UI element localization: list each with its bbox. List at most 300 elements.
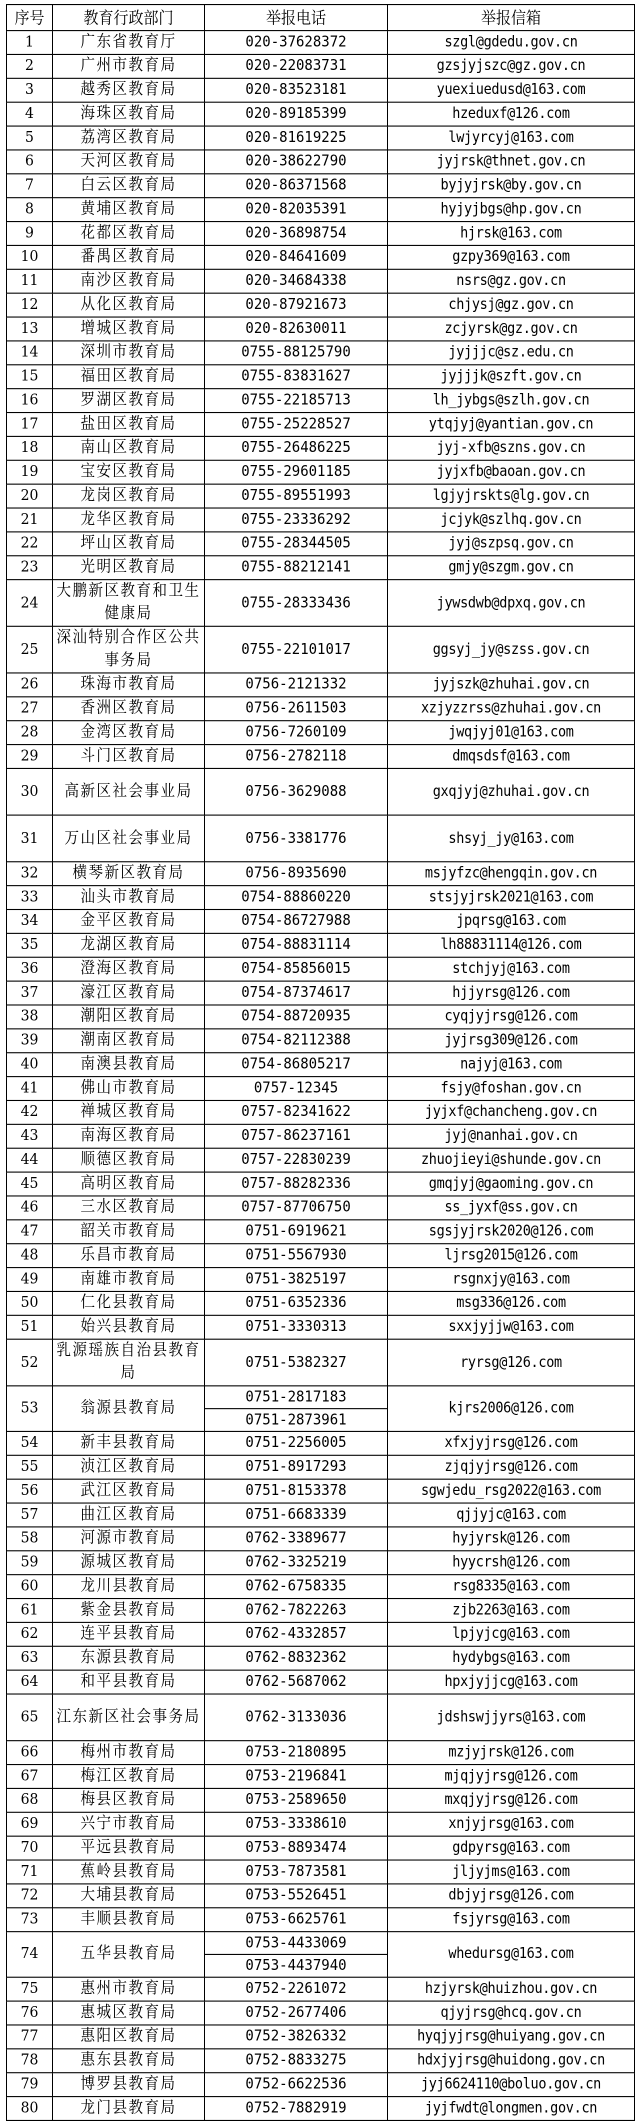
report-phone-cell: 0762-3325219 [205, 1551, 388, 1575]
serial-number-cell: 70 [7, 1836, 53, 1860]
table-row [7, 1884, 635, 1908]
report-phone-cell: 0762-3133036 [205, 1694, 388, 1741]
department-cell: 黄埔区教育局 [53, 198, 205, 222]
serial-number-cell: 28 [7, 721, 53, 745]
serial-number-cell: 46 [7, 1196, 53, 1220]
serial-number-cell: 11 [7, 269, 53, 293]
report-phone-cell: 0762-8832362 [205, 1646, 388, 1670]
department-cell: 仁化县教育局 [53, 1291, 205, 1315]
department-cell: 南山区教育局 [53, 436, 205, 460]
table-row [7, 673, 635, 697]
report-email-cell: hpxjyjjcg@163.com [388, 1670, 635, 1694]
department-cell: 万山区社会事业局 [53, 815, 205, 862]
department-cell: 乐昌市教育局 [53, 1244, 205, 1268]
report-phone-cell: 0754-86727988 [205, 910, 388, 934]
table-row [7, 1339, 635, 1386]
report-phone-cell: 0753-2180895 [205, 1741, 388, 1765]
department-cell: 佛山市教育局 [53, 1077, 205, 1101]
phone-number: 0753-4433069 [245, 1934, 347, 1952]
serial-number-cell: 74 [7, 1932, 53, 1978]
serial-number-cell: 71 [7, 1860, 53, 1884]
table-row [7, 1812, 635, 1836]
table-row [7, 1670, 635, 1694]
serial-number-cell: 33 [7, 886, 53, 910]
report-email-cell: lwjyrcyj@163.com [388, 126, 635, 150]
serial-number-cell: 49 [7, 1268, 53, 1292]
table-row [7, 484, 635, 508]
department-cell: 三水区教育局 [53, 1196, 205, 1220]
report-phone-cell [205, 1932, 388, 1978]
serial-number-cell: 35 [7, 933, 53, 957]
serial-number-cell: 8 [7, 198, 53, 222]
report-phone-cell: 0753-6625761 [205, 1908, 388, 1932]
table-row [7, 556, 635, 580]
department-cell: 江东新区社会事务局 [53, 1694, 205, 1741]
report-phone-cell: 0762-6758335 [205, 1575, 388, 1599]
department-cell: 濠江区教育局 [53, 981, 205, 1005]
serial-number-cell: 72 [7, 1884, 53, 1908]
report-contacts-table [6, 4, 635, 2121]
department-cell: 蕉岭县教育局 [53, 1860, 205, 1884]
report-email-cell: lpjyjcg@163.com [388, 1622, 635, 1646]
table-row [7, 1291, 635, 1315]
report-phone-cell: 0752-8833275 [205, 2049, 388, 2073]
serial-number-cell: 45 [7, 1172, 53, 1196]
table-row [7, 269, 635, 293]
serial-number-cell: 32 [7, 862, 53, 886]
report-phone-cell: 020-37628372 [205, 31, 388, 55]
table-row [7, 745, 635, 769]
report-email-cell: ljrsg2015@126.com [388, 1244, 635, 1268]
report-email-cell: jljyjms@163.com [388, 1860, 635, 1884]
department-cell: 韶关市教育局 [53, 1220, 205, 1244]
serial-number-cell: 17 [7, 413, 53, 437]
report-phone-cell: 020-82035391 [205, 198, 388, 222]
department-cell: 天河区教育局 [53, 150, 205, 174]
report-email-cell: hzeduxf@126.com [388, 102, 635, 126]
header-serial-number: 序号 [7, 5, 53, 31]
report-phone-cell: 0762-5687062 [205, 1670, 388, 1694]
department-cell: 珠海市教育局 [53, 673, 205, 697]
table-row [7, 1220, 635, 1244]
serial-number-cell: 76 [7, 2001, 53, 2025]
department-cell: 海珠区教育局 [53, 102, 205, 126]
serial-number-cell: 34 [7, 910, 53, 934]
report-email-cell: gxqjyj@zhuhai.gov.cn [388, 768, 635, 815]
serial-number-cell: 61 [7, 1599, 53, 1623]
serial-number-cell: 48 [7, 1244, 53, 1268]
department-cell: 浈江区教育局 [53, 1455, 205, 1479]
report-phone-cell: 020-38622790 [205, 150, 388, 174]
report-phone-cell: 0752-3826332 [205, 2025, 388, 2049]
table-row [7, 174, 635, 198]
department-cell: 兴宁市教育局 [53, 1812, 205, 1836]
serial-number-cell: 36 [7, 957, 53, 981]
report-phone-cell: 0755-28344505 [205, 532, 388, 556]
report-email-cell: jwqjyj01@163.com [388, 721, 635, 745]
report-email-cell: hyjyjbgs@hp.gov.cn [388, 198, 635, 222]
report-email-cell: cyqjyjrsg@126.com [388, 1005, 635, 1029]
department-cell: 乳源瑶族自治县教育局 [53, 1339, 205, 1386]
table-row [7, 222, 635, 246]
serial-number-cell: 42 [7, 1100, 53, 1124]
report-email-cell: sgwjedu_rsg2022@163.com [388, 1479, 635, 1503]
report-email-cell: qjjyjc@163.com [388, 1503, 635, 1527]
serial-number-cell: 39 [7, 1029, 53, 1053]
department-cell: 顺德区教育局 [53, 1148, 205, 1172]
report-phone-cell: 0755-23336292 [205, 508, 388, 532]
report-email-cell: jyjszk@zhuhai.gov.cn [388, 673, 635, 697]
report-email-cell: zhuojieyi@shunde.gov.cn [388, 1148, 635, 1172]
serial-number-cell: 63 [7, 1646, 53, 1670]
table-row [7, 1503, 635, 1527]
report-email-cell: szgl@gdedu.gov.cn [388, 31, 635, 55]
report-phone-cell: 0755-26486225 [205, 436, 388, 460]
table-row [7, 862, 635, 886]
table-row [7, 981, 635, 1005]
serial-number-cell: 7 [7, 174, 53, 198]
report-email-cell: jyjfwdt@longmen.gov.cn [388, 2097, 635, 2121]
report-email-cell: fsjy@foshan.gov.cn [388, 1077, 635, 1101]
table-row [7, 2001, 635, 2025]
table-row [7, 1527, 635, 1551]
department-cell: 汕头市教育局 [53, 886, 205, 910]
serial-number-cell: 73 [7, 1908, 53, 1932]
report-email-cell: stchjyj@163.com [388, 957, 635, 981]
report-email-cell: ytqjyj@yantian.gov.cn [388, 413, 635, 437]
department-cell: 增城区教育局 [53, 317, 205, 341]
report-email-cell: hzjyrsk@huizhou.gov.cn [388, 1977, 635, 2001]
report-phone-cell: 0756-3629088 [205, 768, 388, 815]
serial-number-cell: 16 [7, 389, 53, 413]
report-phone-cell: 0753-8893474 [205, 1836, 388, 1860]
report-phone-cell: 020-86371568 [205, 174, 388, 198]
report-phone-cell: 0754-82112388 [205, 1029, 388, 1053]
department-cell: 福田区教育局 [53, 365, 205, 389]
report-phone-cell: 0756-7260109 [205, 721, 388, 745]
serial-number-cell: 58 [7, 1527, 53, 1551]
department-cell: 高明区教育局 [53, 1172, 205, 1196]
serial-number-cell: 29 [7, 745, 53, 769]
report-phone-cell: 020-36898754 [205, 222, 388, 246]
table-row [7, 126, 635, 150]
serial-number-cell: 10 [7, 245, 53, 269]
report-email-cell: mxqjyjrsg@126.com [388, 1788, 635, 1812]
table-row [7, 389, 635, 413]
report-phone-cell: 020-22083731 [205, 54, 388, 78]
table-row [7, 245, 635, 269]
department-cell: 澄海区教育局 [53, 957, 205, 981]
serial-number-cell: 23 [7, 556, 53, 580]
department-cell: 南澳县教育局 [53, 1053, 205, 1077]
report-email-cell: hdxjyjrsg@huidong.gov.cn [388, 2049, 635, 2073]
serial-number-cell: 80 [7, 2097, 53, 2121]
report-phone-cell: 0757-86237161 [205, 1124, 388, 1148]
department-cell: 梅州市教育局 [53, 1741, 205, 1765]
report-phone-cell: 0752-2261072 [205, 1977, 388, 2001]
serial-number-cell: 12 [7, 293, 53, 317]
serial-number-cell: 14 [7, 341, 53, 365]
report-phone-cell: 0755-89551993 [205, 484, 388, 508]
report-email-cell: ggsyj_jy@szss.gov.cn [388, 626, 635, 673]
department-cell: 深圳市教育局 [53, 341, 205, 365]
report-phone-cell: 0754-88720935 [205, 1005, 388, 1029]
department-cell: 龙川县教育局 [53, 1575, 205, 1599]
report-phone-cell: 0755-28333436 [205, 580, 388, 627]
serial-number-cell: 78 [7, 2049, 53, 2073]
serial-number-cell: 5 [7, 126, 53, 150]
report-phone-cell: 0755-88125790 [205, 341, 388, 365]
department-cell: 荔湾区教育局 [53, 126, 205, 150]
report-phone-cell [205, 1386, 388, 1432]
serial-number-cell: 25 [7, 626, 53, 673]
department-cell: 横琴新区教育局 [53, 862, 205, 886]
report-phone-cell: 020-34684338 [205, 269, 388, 293]
report-phone-cell: 0756-3381776 [205, 815, 388, 862]
table-row [7, 2097, 635, 2121]
report-email-cell: hjjyrsg@126.com [388, 981, 635, 1005]
report-phone-cell: 0756-2782118 [205, 745, 388, 769]
report-email-cell: msg336@126.com [388, 1291, 635, 1315]
table-row [7, 933, 635, 957]
table-row [7, 317, 635, 341]
serial-number-cell: 64 [7, 1670, 53, 1694]
department-cell: 深汕特别合作区公共事务局 [53, 626, 205, 673]
department-cell: 武江区教育局 [53, 1479, 205, 1503]
department-cell: 平远县教育局 [53, 1836, 205, 1860]
report-email-cell: jyjjjc@sz.edu.cn [388, 341, 635, 365]
report-email-cell: xzjyzzrss@zhuhai.gov.cn [388, 697, 635, 721]
department-cell: 高新区社会事业局 [53, 768, 205, 815]
serial-number-cell: 79 [7, 2073, 53, 2097]
department-cell: 番禺区教育局 [53, 245, 205, 269]
table-row [7, 1100, 635, 1124]
department-cell: 禅城区教育局 [53, 1100, 205, 1124]
report-phone-cell: 0753-7873581 [205, 1860, 388, 1884]
table-row [7, 1908, 635, 1932]
serial-number-cell: 44 [7, 1148, 53, 1172]
department-cell: 博罗县教育局 [53, 2073, 205, 2097]
serial-number-cell: 66 [7, 1741, 53, 1765]
table-row [7, 1148, 635, 1172]
report-email-cell: rsg8335@163.com [388, 1575, 635, 1599]
department-cell: 大鹏新区教育和卫生健康局 [53, 580, 205, 627]
report-email-cell: kjrs2006@126.com [388, 1386, 635, 1432]
report-phone-cell: 0755-25228527 [205, 413, 388, 437]
report-phone-cell: 0751-5567930 [205, 1244, 388, 1268]
table-row [7, 1386, 635, 1432]
table-body [7, 31, 635, 2121]
report-phone-cell: 020-81619225 [205, 126, 388, 150]
table-row [7, 1431, 635, 1455]
report-email-cell: jyjrsg309@126.com [388, 1029, 635, 1053]
report-email-cell: shsyj_jy@163.com [388, 815, 635, 862]
table-row [7, 2049, 635, 2073]
report-phone-cell: 020-82630011 [205, 317, 388, 341]
report-phone-cell: 0762-4332857 [205, 1622, 388, 1646]
department-cell: 和平县教育局 [53, 1670, 205, 1694]
report-phone-cell: 0754-85856015 [205, 957, 388, 981]
report-phone-cell: 0755-22101017 [205, 626, 388, 673]
table-row [7, 508, 635, 532]
report-phone-cell: 0756-8935690 [205, 862, 388, 886]
table-row [7, 1124, 635, 1148]
serial-number-cell: 50 [7, 1291, 53, 1315]
report-email-cell: jyjjjk@szft.gov.cn [388, 365, 635, 389]
report-email-cell: sxxjyjjw@163.com [388, 1315, 635, 1339]
table-row [7, 1196, 635, 1220]
table-row [7, 1315, 635, 1339]
table-row [7, 815, 635, 862]
serial-number-cell: 67 [7, 1765, 53, 1789]
department-cell: 白云区教育局 [53, 174, 205, 198]
report-email-cell: lh88831114@126.com [388, 933, 635, 957]
report-email-cell: jyjrsk@thnet.gov.cn [388, 150, 635, 174]
report-email-cell: jyj@nanhai.gov.cn [388, 1124, 635, 1148]
table-header-row [7, 5, 635, 31]
report-phone-cell: 0757-12345 [205, 1077, 388, 1101]
table-row [7, 102, 635, 126]
table-row [7, 580, 635, 627]
table-row [7, 1053, 635, 1077]
report-email-cell: ryrsg@126.com [388, 1339, 635, 1386]
report-email-cell: rsgnxjy@163.com [388, 1268, 635, 1292]
department-cell: 连平县教育局 [53, 1622, 205, 1646]
report-email-cell: qjyjrsg@hcq.gov.cn [388, 2001, 635, 2025]
report-email-cell: hyjyrsk@126.com [388, 1527, 635, 1551]
serial-number-cell: 38 [7, 1005, 53, 1029]
report-email-cell: hjrsk@163.com [388, 222, 635, 246]
report-phone-cell: 0751-6919621 [205, 1220, 388, 1244]
report-email-cell: jyjxf@chancheng.gov.cn [388, 1100, 635, 1124]
report-phone-cell: 0752-7882919 [205, 2097, 388, 2121]
report-email-cell: msjyfzc@hengqin.gov.cn [388, 862, 635, 886]
table-row [7, 957, 635, 981]
report-phone-cell: 020-83523181 [205, 78, 388, 102]
report-phone-cell: 0756-2121332 [205, 673, 388, 697]
report-email-cell: zcjyrsk@gz.gov.cn [388, 317, 635, 341]
serial-number-cell: 21 [7, 508, 53, 532]
serial-number-cell: 65 [7, 1694, 53, 1741]
serial-number-cell: 2 [7, 54, 53, 78]
phone-number: 0751-2817183 [245, 1388, 347, 1406]
department-cell: 惠州市教育局 [53, 1977, 205, 2001]
report-phone-cell: 0751-6683339 [205, 1503, 388, 1527]
department-cell: 越秀区教育局 [53, 78, 205, 102]
report-phone-cell: 0752-2677406 [205, 2001, 388, 2025]
report-phone-cell: 0751-8153378 [205, 1479, 388, 1503]
table-row [7, 1622, 635, 1646]
department-cell: 惠阳区教育局 [53, 2025, 205, 2049]
serial-number-cell: 68 [7, 1788, 53, 1812]
table-row [7, 1244, 635, 1268]
report-email-cell: jyj-xfb@szns.gov.cn [388, 436, 635, 460]
department-cell: 曲江区教育局 [53, 1503, 205, 1527]
table-row [7, 1977, 635, 2001]
report-phone-cell: 0757-82341622 [205, 1100, 388, 1124]
table-row [7, 1172, 635, 1196]
department-cell: 广东省教育厅 [53, 31, 205, 55]
serial-number-cell: 59 [7, 1551, 53, 1575]
serial-number-cell: 30 [7, 768, 53, 815]
department-cell: 光明区教育局 [53, 556, 205, 580]
serial-number-cell: 24 [7, 580, 53, 627]
serial-number-cell: 40 [7, 1053, 53, 1077]
report-email-cell: jyj6624110@boluo.gov.cn [388, 2073, 635, 2097]
report-email-cell: fsjyrsg@163.com [388, 1908, 635, 1932]
table-row [7, 54, 635, 78]
report-phone-cell: 0762-3389677 [205, 1527, 388, 1551]
table-row [7, 1694, 635, 1741]
table-row [7, 697, 635, 721]
serial-number-cell: 9 [7, 222, 53, 246]
serial-number-cell: 52 [7, 1339, 53, 1386]
report-email-cell: chjysj@gz.gov.cn [388, 293, 635, 317]
report-email-cell: xnjyjrsg@163.com [388, 1812, 635, 1836]
report-email-cell: hydybgs@163.com [388, 1646, 635, 1670]
department-cell: 源城区教育局 [53, 1551, 205, 1575]
report-email-cell: jpqrsg@163.com [388, 910, 635, 934]
report-email-cell: sgsjyjrsk2020@126.com [388, 1220, 635, 1244]
department-cell: 盐田区教育局 [53, 413, 205, 437]
serial-number-cell: 43 [7, 1124, 53, 1148]
report-email-cell: ss_jyxf@ss.gov.cn [388, 1196, 635, 1220]
report-email-cell: najyj@163.com [388, 1053, 635, 1077]
department-cell: 紫金县教育局 [53, 1599, 205, 1623]
report-phone-cell: 0753-2196841 [205, 1765, 388, 1789]
table-row [7, 2025, 635, 2049]
serial-number-cell: 3 [7, 78, 53, 102]
report-email-cell: gzsjyjszc@gz.gov.cn [388, 54, 635, 78]
report-email-cell: stsjyjrsk2021@163.com [388, 886, 635, 910]
phone-number: 0751-2873961 [205, 1408, 387, 1431]
serial-number-cell: 20 [7, 484, 53, 508]
department-cell: 大埔县教育局 [53, 1884, 205, 1908]
department-cell: 南雄市教育局 [53, 1268, 205, 1292]
serial-number-cell: 77 [7, 2025, 53, 2049]
department-cell: 惠城区教育局 [53, 2001, 205, 2025]
department-cell: 从化区教育局 [53, 293, 205, 317]
table-row [7, 532, 635, 556]
report-phone-cell: 0755-83831627 [205, 365, 388, 389]
department-cell: 五华县教育局 [53, 1932, 205, 1978]
report-email-cell: jdshswjjyrs@163.com [388, 1694, 635, 1741]
table-row [7, 78, 635, 102]
report-phone-cell: 0751-2256005 [205, 1431, 388, 1455]
table-row [7, 1268, 635, 1292]
report-phone-cell: 020-84641609 [205, 245, 388, 269]
table-row [7, 626, 635, 673]
table-row [7, 1005, 635, 1029]
serial-number-cell: 56 [7, 1479, 53, 1503]
department-cell: 花都区教育局 [53, 222, 205, 246]
report-phone-cell: 0751-6352336 [205, 1291, 388, 1315]
report-phone-cell: 020-87921673 [205, 293, 388, 317]
serial-number-cell: 60 [7, 1575, 53, 1599]
report-phone-cell: 0751-3330313 [205, 1315, 388, 1339]
department-cell: 金平区教育局 [53, 910, 205, 934]
table-row [7, 1479, 635, 1503]
department-cell: 翁源县教育局 [53, 1386, 205, 1432]
serial-number-cell: 22 [7, 532, 53, 556]
table-row [7, 1788, 635, 1812]
table-row [7, 1599, 635, 1623]
report-contacts-table-container [6, 4, 634, 2121]
report-email-cell: byjyjrsk@by.gov.cn [388, 174, 635, 198]
report-email-cell: gdpyrsg@163.com [388, 1836, 635, 1860]
header-report-email: 举报信箱 [388, 5, 635, 31]
report-email-cell: dmqsdsf@163.com [388, 745, 635, 769]
